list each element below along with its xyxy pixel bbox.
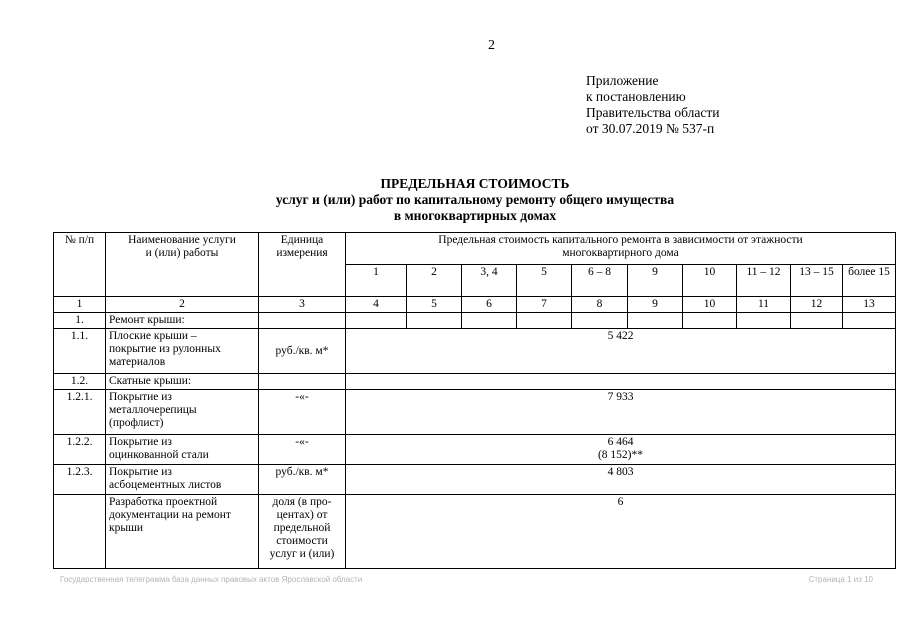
floor-cell: 3, 4: [462, 265, 517, 297]
row-unit-line: предельной: [273, 522, 331, 534]
row-name-line: Плоские крыши –: [109, 330, 197, 342]
floor-cell: 9: [628, 265, 683, 297]
row-value-empty: [572, 313, 628, 329]
footer-source: Государственная телеграмма база данных правовых актов Ярославской области: [60, 575, 363, 584]
row-name: [106, 495, 259, 569]
row-value-empty: [791, 313, 843, 329]
column-number: 11: [737, 297, 791, 313]
price-table: [53, 232, 896, 569]
header-unit-line: Единица: [280, 234, 324, 246]
column-number: 5: [407, 297, 462, 313]
floor-cell: 6 – 8: [572, 265, 628, 297]
row-unit-line: центах) от: [276, 509, 328, 521]
row-num: 1.2.3.: [54, 465, 106, 495]
row-value-empty: [517, 313, 572, 329]
table-row: [54, 374, 896, 390]
header-name: [106, 233, 259, 297]
row-name: [106, 390, 259, 435]
row-name: [106, 465, 259, 495]
table-row: [54, 495, 896, 569]
row-unit: [259, 374, 346, 390]
row-value-empty: [683, 313, 737, 329]
title-line: ПРЕДЕЛЬНАЯ СТОИМОСТЬ: [380, 176, 570, 191]
header-name-line: Наименование услуги: [128, 234, 236, 246]
floor-cell: 5: [517, 265, 572, 297]
row-value-empty: [462, 313, 517, 329]
header-num: № п/п: [54, 233, 106, 297]
column-number: 9: [628, 297, 683, 313]
row-unit-line: доля (в про-: [272, 496, 332, 508]
floor-cell: 2: [407, 265, 462, 297]
document-title: [40, 176, 905, 224]
row-name-line: документации на ремонт: [109, 509, 231, 521]
row-num: 1.2.2.: [54, 435, 106, 465]
table-row: [54, 313, 896, 329]
row-unit: -«-: [259, 435, 346, 465]
appendix-block: [586, 73, 719, 137]
header-unit: [259, 233, 346, 297]
title-line: в многоквартирных домах: [393, 208, 557, 223]
table-row: [54, 390, 896, 435]
row-value: [346, 435, 896, 465]
row-unit-line: услуг и (или): [269, 548, 335, 560]
column-number: 3: [259, 297, 346, 313]
row-unit: -«-: [259, 390, 346, 435]
column-number: 4: [346, 297, 407, 313]
column-number: 6: [462, 297, 517, 313]
row-unit: [259, 313, 346, 329]
row-name-line: Покрытие из: [109, 391, 172, 403]
row-unit: руб./кв. м*: [259, 329, 346, 374]
row-value: 6: [346, 495, 896, 569]
row-num: 1.2.: [54, 374, 106, 390]
row-name: Ремонт крыши:: [106, 313, 259, 329]
header-cost-line: многоквартирного дома: [562, 247, 679, 259]
table-row: [54, 435, 896, 465]
row-name: [106, 329, 259, 374]
row-value: [346, 374, 896, 390]
row-name-line: материалов: [109, 356, 166, 368]
row-name-line: оцинкованной стали: [109, 449, 209, 461]
row-value-empty: [407, 313, 462, 329]
footer-page-counter: Страница 1 из 10: [808, 575, 873, 584]
column-number: 1: [54, 297, 106, 313]
column-number: 13: [843, 297, 896, 313]
row-name-line: Покрытие из: [109, 466, 172, 478]
table-row: [54, 465, 896, 495]
row-value-line: 6 464: [607, 436, 634, 448]
appendix-line: к постановлению: [586, 89, 686, 104]
column-numbers-row: [54, 297, 896, 313]
appendix-line: Правительства области: [586, 105, 720, 120]
row-value: 5 422: [346, 329, 896, 374]
column-number: 12: [791, 297, 843, 313]
row-unit-line: стоимости: [276, 535, 328, 547]
header-name-line: и (или) работы: [145, 247, 219, 259]
header-cost-line: Предельная стоимость капитального ремонта в зависимости от этажности: [438, 234, 803, 246]
table-row: [54, 329, 896, 374]
row-value-empty: [737, 313, 791, 329]
row-name-line: Разработка проектной: [109, 496, 218, 508]
header-unit-line: измерения: [276, 247, 328, 259]
appendix-line: Приложение: [586, 73, 659, 88]
row-value-empty: [346, 313, 407, 329]
row-value-line: (8 152)**: [597, 449, 644, 461]
floor-cell: более 15: [843, 265, 896, 297]
row-value: 7 933: [346, 390, 896, 435]
row-unit: руб./кв. м*: [259, 465, 346, 495]
row-name-line: покрытие из рулонных: [109, 343, 221, 355]
row-name: Скатные крыши:: [106, 374, 259, 390]
column-number: 2: [106, 297, 259, 313]
row-name-line: Покрытие из: [109, 436, 172, 448]
row-name-line: (профлист): [109, 417, 164, 429]
row-num: [54, 495, 106, 569]
row-name-line: асбоцементных листов: [109, 479, 222, 491]
column-number: 7: [517, 297, 572, 313]
row-value-empty: [628, 313, 683, 329]
floor-cell: 13 – 15: [791, 265, 843, 297]
floor-cell: 10: [683, 265, 737, 297]
row-unit: [259, 495, 346, 569]
row-name-line: металлочерепицы: [109, 404, 197, 416]
appendix-line: от 30.07.2019 № 537-п: [586, 121, 715, 136]
row-num: 1.: [54, 313, 106, 329]
row-num: 1.1.: [54, 329, 106, 374]
row-value-empty: [843, 313, 896, 329]
row-value: 4 803: [346, 465, 896, 495]
row-num: 1.2.1.: [54, 390, 106, 435]
floor-cell: 11 – 12: [737, 265, 791, 297]
title-line: услуг и (или) работ по капитальному ремонту общего имущества: [275, 192, 675, 207]
column-number: 8: [572, 297, 628, 313]
row-name: [106, 435, 259, 465]
floor-cell: 1: [346, 265, 407, 297]
header-row: [54, 233, 896, 265]
header-cost: [346, 233, 896, 265]
row-name-line: крыши: [109, 522, 144, 534]
page-number: 2: [488, 38, 495, 53]
column-number: 10: [683, 297, 737, 313]
